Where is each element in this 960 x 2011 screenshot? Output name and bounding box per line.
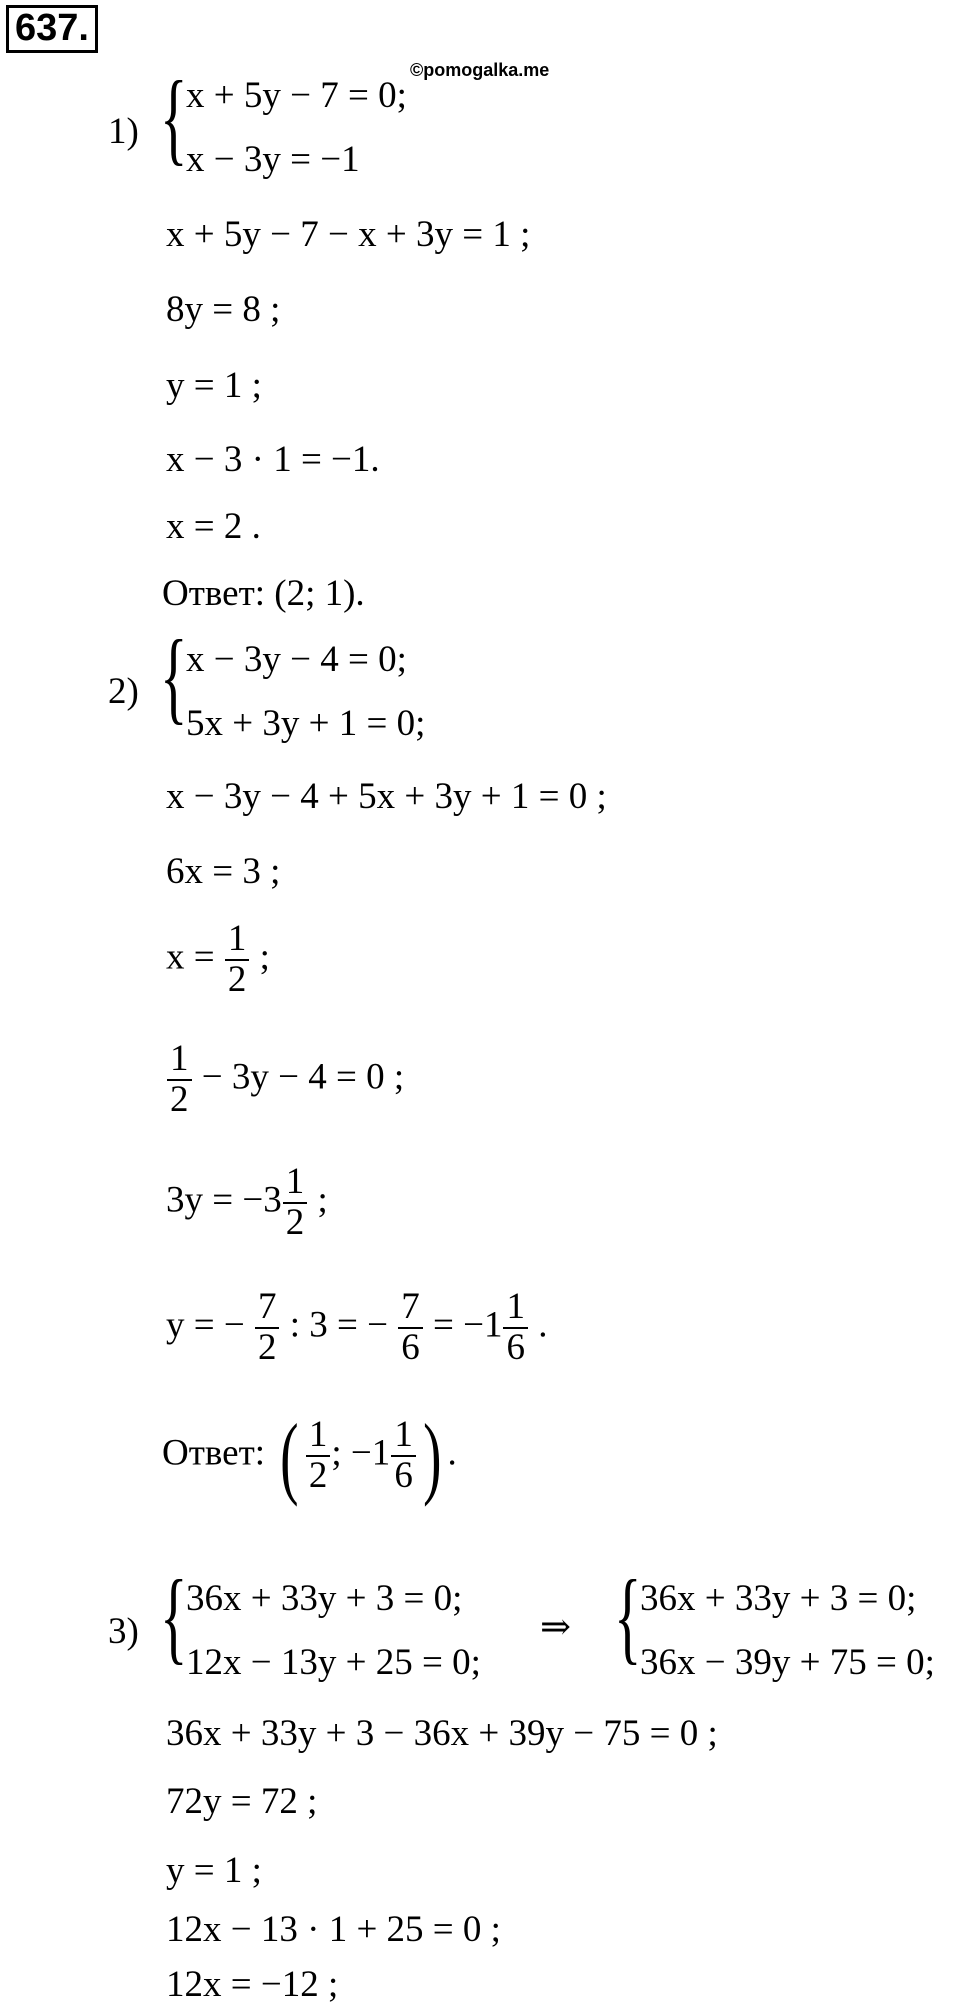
part2-step6-end: . xyxy=(538,1304,548,1346)
part2-answer-end: . xyxy=(447,1432,457,1474)
fraction-numerator: 1 xyxy=(391,1416,416,1457)
part2-step5-lhs: 3y = −3 xyxy=(166,1179,282,1221)
problem-number: 637. xyxy=(6,5,98,53)
fraction-denominator: 2 xyxy=(170,1078,189,1120)
part2-step4-fraction xyxy=(167,1040,192,1120)
part1-label: 1) xyxy=(108,111,139,152)
part3-step-1: 36x + 33y + 3 − 36x + 39y − 75 = 0 ; xyxy=(166,1713,718,1754)
implies-arrow: ⇒ xyxy=(540,1607,572,1648)
part3-system-right-brace: { xyxy=(614,1559,642,1674)
part2-step-3 xyxy=(166,920,270,1000)
part3-label: 3) xyxy=(108,1611,139,1652)
part1-system-eq2: x − 3y = −1 xyxy=(186,139,360,180)
part2-step-6 xyxy=(166,1288,547,1368)
part2-step4-rhs: − 3y − 4 = 0 ; xyxy=(201,1056,405,1098)
fraction-numerator: 1 xyxy=(283,1163,308,1204)
part1-step-2: 8y = 8 ; xyxy=(166,289,281,330)
watermark: ©pomogalka.me xyxy=(410,60,550,80)
fraction-denominator: 6 xyxy=(506,1326,525,1368)
fraction-numerator: 1 xyxy=(503,1288,528,1329)
fraction-numerator: 1 xyxy=(225,920,250,961)
part2-answer-fraction-1 xyxy=(306,1416,331,1496)
part2-system-eq1: x − 3y − 4 = 0; xyxy=(186,639,407,680)
part2-step3-lhs: x = xyxy=(166,936,215,978)
part2-step-5 xyxy=(166,1163,328,1243)
part3-step-5: 12x = −12 ; xyxy=(166,1964,339,2005)
part2-step6-a: y = − xyxy=(166,1304,245,1346)
part2-step6-b: : 3 = − xyxy=(289,1304,388,1346)
fraction-denominator: 6 xyxy=(401,1326,420,1368)
part2-step3-rhs: ; xyxy=(259,936,270,978)
fraction-numerator: 1 xyxy=(306,1416,331,1457)
fraction-numerator: 7 xyxy=(398,1288,423,1329)
part2-answer-fraction-2 xyxy=(391,1416,416,1496)
part2-step-1: x − 3y − 4 + 5x + 3y + 1 = 0 ; xyxy=(166,776,607,817)
fraction-denominator: 2 xyxy=(308,1455,328,1496)
part1-system-eq1: x + 5y − 7 = 0; xyxy=(186,75,407,116)
part3-system-right-eq1: 36x + 33y + 3 = 0; xyxy=(640,1578,917,1619)
part1-system-brace: { xyxy=(160,60,188,175)
part1-answer: Ответ: (2; 1). xyxy=(162,573,365,614)
part3-step-2: 72y = 72 ; xyxy=(166,1781,318,1822)
fraction-numerator: 7 xyxy=(255,1288,280,1329)
part3-step-4: 12x − 13 · 1 + 25 = 0 ; xyxy=(166,1909,501,1950)
part2-step6-fraction-3 xyxy=(503,1288,528,1368)
fraction-denominator: 2 xyxy=(227,958,247,1000)
part3-system-right-eq2: 36x − 39y + 75 = 0; xyxy=(640,1642,935,1683)
part1-step-1: x + 5y − 7 − x + 3y = 1 ; xyxy=(166,214,531,255)
fraction-denominator: 2 xyxy=(257,1326,277,1368)
part2-system-brace: { xyxy=(160,619,188,734)
part3-system-left-brace: { xyxy=(160,1559,188,1674)
fraction-numerator: 1 xyxy=(167,1040,192,1081)
part2-step3-fraction xyxy=(225,920,250,1000)
fraction-denominator: 2 xyxy=(285,1201,305,1243)
part2-label: 2) xyxy=(108,671,139,712)
part3-system-left-eq1: 36x + 33y + 3 = 0; xyxy=(186,1578,463,1619)
part2-system-eq2: 5x + 3y + 1 = 0; xyxy=(186,703,426,744)
part1-step-5: x = 2 . xyxy=(166,506,261,547)
part2-answer-label: Ответ: xyxy=(162,1432,266,1474)
part1-step-3: y = 1 ; xyxy=(166,365,262,406)
part1-step-4: x − 3 · 1 = −1. xyxy=(166,439,380,480)
part2-step6-c: = −1 xyxy=(433,1304,503,1346)
part2-answer xyxy=(162,1405,457,1507)
part3-system-left-eq2: 12x − 13y + 25 = 0; xyxy=(186,1642,481,1683)
part3-step-3: y = 1 ; xyxy=(166,1850,262,1891)
part2-answer-mid: ; −1 xyxy=(331,1432,391,1474)
part2-step5-rhs: ; xyxy=(317,1179,328,1221)
part2-step-4 xyxy=(166,1040,404,1120)
part2-step5-fraction xyxy=(283,1163,308,1243)
left-paren: ( xyxy=(280,1405,299,1507)
fraction-denominator: 6 xyxy=(394,1455,413,1496)
part2-step6-fraction-2 xyxy=(398,1288,423,1368)
part2-step6-fraction-1 xyxy=(255,1288,280,1368)
right-paren: ) xyxy=(422,1405,442,1507)
part2-step-2: 6x = 3 ; xyxy=(166,851,281,892)
